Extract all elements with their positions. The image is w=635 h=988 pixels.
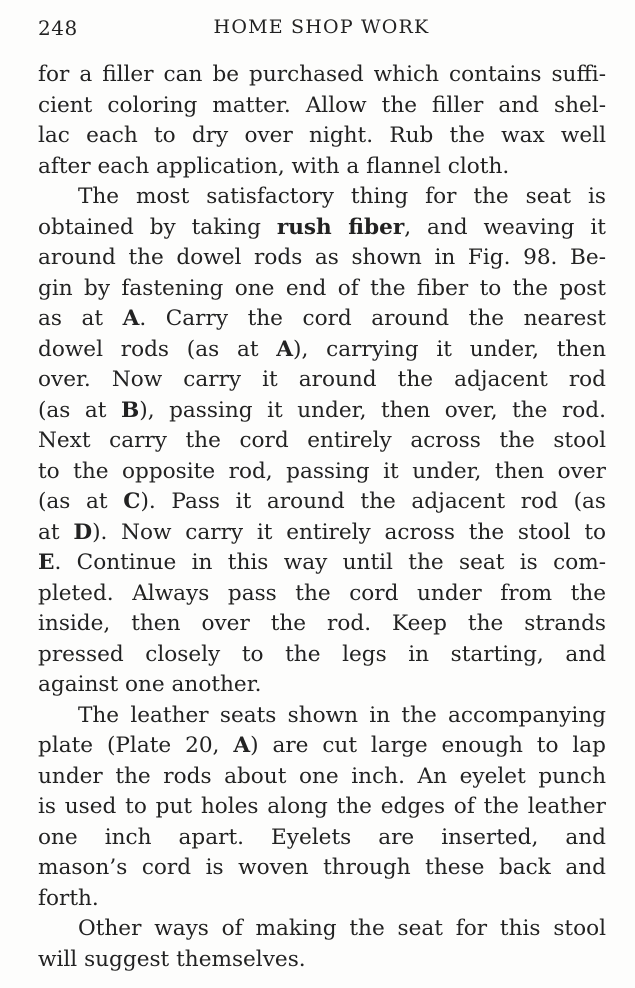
text-run: ), passing it under, then over, the rod. (139, 397, 606, 423)
text-line (38, 548, 606, 579)
text-run: ). Now carry it entirely across the stool to (92, 519, 606, 545)
bold-term: C (123, 489, 141, 514)
page-header (38, 16, 605, 42)
text-line: is used to put holes along the edges of the leather (38, 794, 606, 819)
text-run: . Carry the cord around the nearest (139, 306, 606, 331)
text-line: lac each to dry over night. Rub the wax well (38, 123, 606, 148)
text-line: will suggest themselves. (38, 946, 306, 972)
bold-term: B (121, 397, 140, 423)
text-line: cient coloring matter. Allow the filler and shel- (38, 92, 606, 118)
text-line: inside, then over the rod. Keep the strands (38, 611, 606, 636)
text-run: (as at (38, 489, 124, 514)
text-line: gin by fastening one end of the fiber to the post (38, 275, 606, 301)
text-run: (as at (38, 397, 121, 423)
text-line (38, 396, 606, 427)
text-line: forth. (38, 885, 99, 911)
text-run: obtained by taking (38, 214, 277, 240)
text-run: at (38, 519, 74, 545)
text-run: ), carrying it under, then (293, 336, 606, 362)
text-line (38, 518, 606, 549)
text-run: , and weaving it (404, 214, 606, 240)
text-line (38, 731, 606, 762)
text-line: mason’s cord is woven through these back and (38, 855, 606, 880)
text-run: ) are cut large enough to lap (250, 733, 606, 758)
text-line: under the rods about one inch. An eyelet punch (38, 763, 606, 789)
text-line: pleted. Always pass the cord under from the (38, 580, 606, 606)
text-line (38, 335, 606, 366)
text-line (38, 487, 606, 518)
bold-term: E (38, 550, 55, 575)
text-run: as at (38, 306, 123, 331)
bold-term: D (73, 519, 93, 545)
text-line: to the opposite rod, passing it under, then over (38, 458, 606, 484)
text-line (38, 213, 606, 244)
text-line: over. Now carry it around the adjacent rod (38, 367, 606, 392)
page-number: 248 (38, 16, 78, 40)
text-run: plate (Plate 20, (38, 733, 234, 758)
bold-term: A (233, 733, 251, 758)
bold-term: A (122, 306, 140, 331)
running-head: HOME SHOP WORK (213, 16, 430, 38)
text-line: one inch apart. Eyelets are inserted, and (38, 824, 606, 850)
text-line: after each application, with a flannel cloth. (38, 153, 510, 179)
text-line: The leather seats shown in the accompanying (78, 702, 606, 728)
text-line: for a filler can be purchased which contains suffi- (38, 62, 606, 87)
text-line (38, 182, 606, 213)
text-line: Next carry the cord entirely across the stool (38, 428, 606, 453)
text-line: pressed closely to the legs in starting, and (38, 641, 606, 667)
body-text (38, 60, 606, 975)
text-run: ). Pass it around the adjacent rod (as (140, 489, 606, 514)
bold-term: A (276, 336, 294, 362)
bold-term: rush fiber (276, 214, 405, 240)
text-line: Other ways of making the seat for this stool (78, 916, 606, 941)
text-run: The most satisfactory thing for the seat is (78, 184, 606, 209)
text-run: . Continue in this way until the seat is com- (54, 550, 606, 575)
text-line (38, 304, 606, 335)
text-line: against one another. (38, 672, 262, 697)
text-line: around the dowel rods as shown in Fig. 98. Be- (38, 245, 606, 270)
text-run: dowel rods (as at (38, 336, 277, 362)
